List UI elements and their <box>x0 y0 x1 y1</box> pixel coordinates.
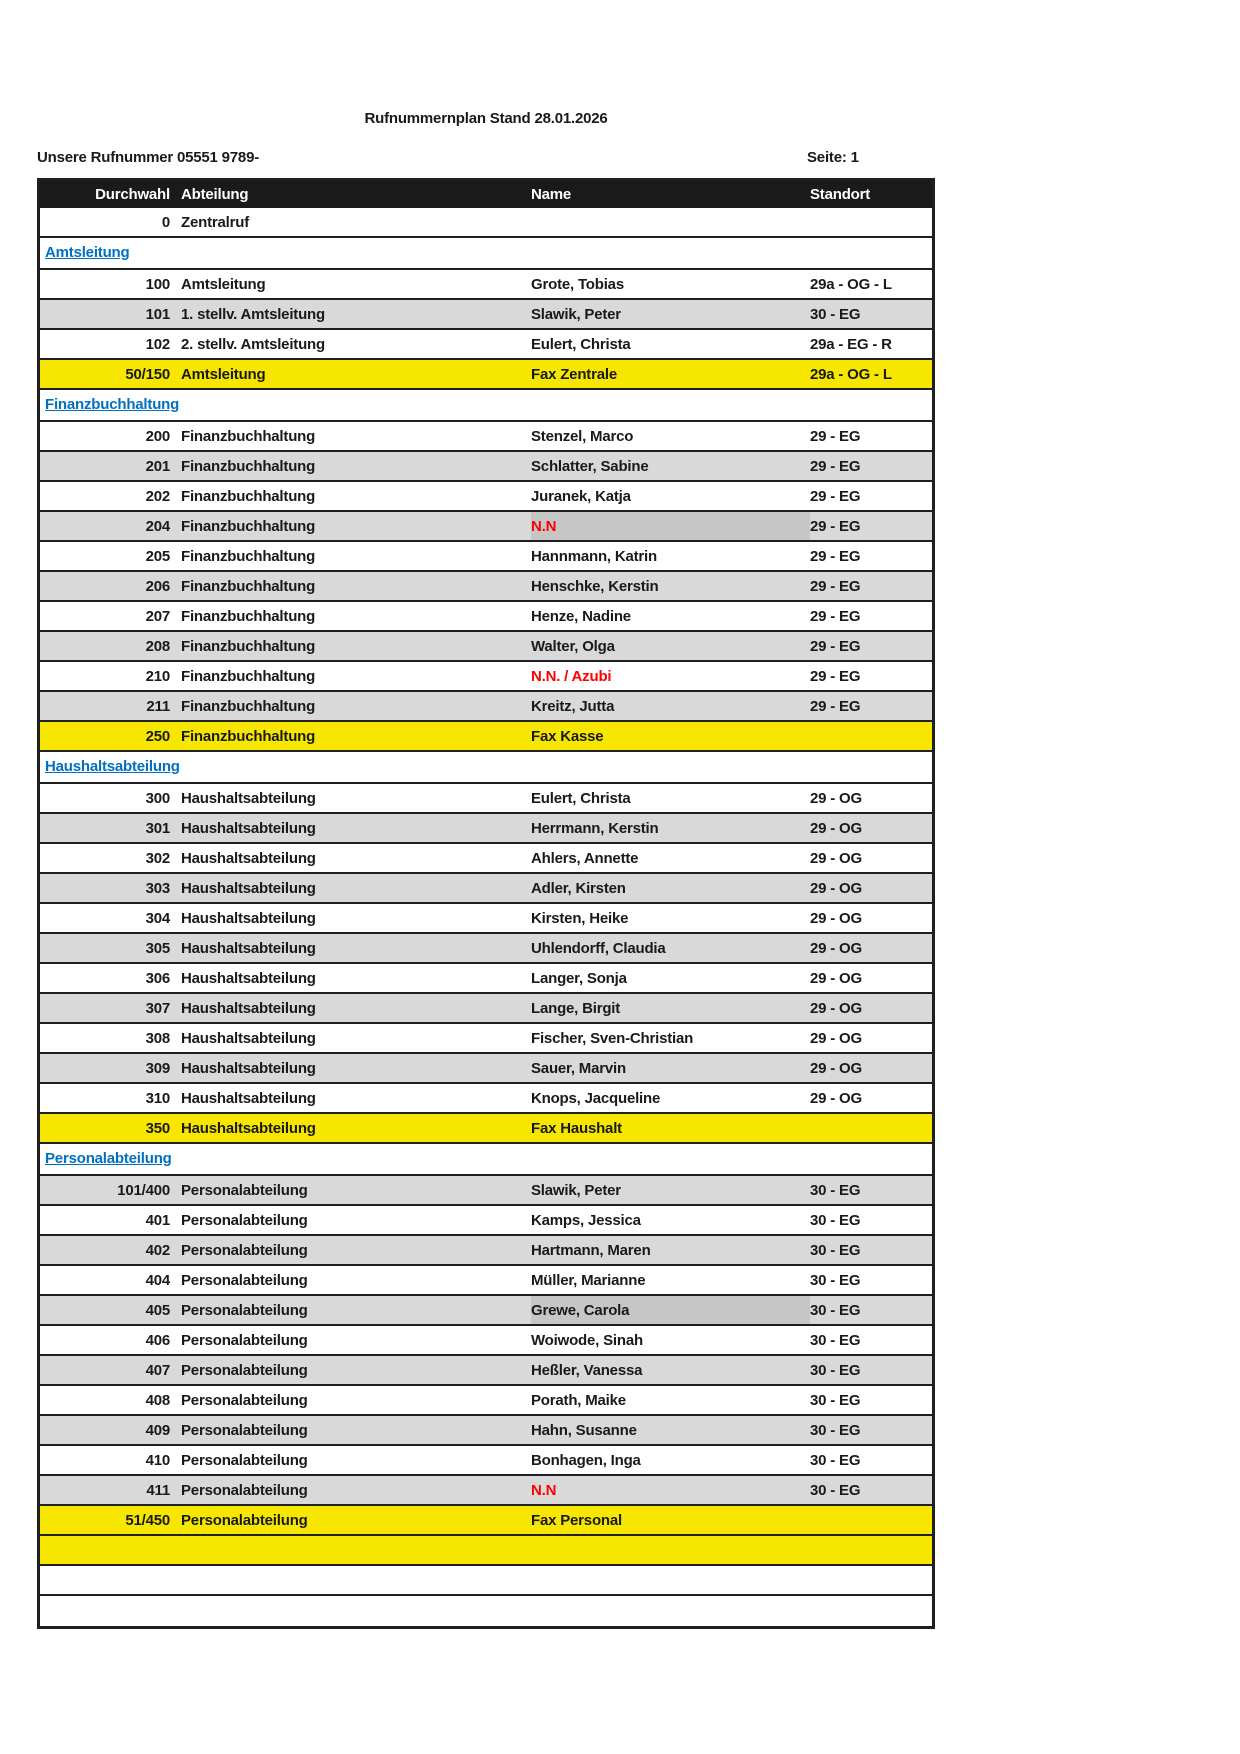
standort-cell: 29 - OG <box>810 849 862 867</box>
name-cell: Sauer, Marvin <box>531 1059 626 1077</box>
abteilung-cell: Personalabteilung <box>181 1511 308 1529</box>
table-row <box>40 1024 932 1054</box>
durchwahl-cell: 310 <box>145 1089 170 1107</box>
durchwahl-cell: 408 <box>145 1391 170 1409</box>
section-header-row <box>40 752 932 784</box>
durchwahl-cell: 100 <box>145 275 170 293</box>
name-cell: Langer, Sonja <box>531 969 627 987</box>
durchwahl-cell: 207 <box>145 607 170 625</box>
abteilung-cell: Haushaltsabteilung <box>181 969 316 987</box>
abteilung-cell: Finanzbuchhaltung <box>181 607 316 625</box>
abteilung-cell: Haushaltsabteilung <box>181 819 316 837</box>
standort-cell: 29 - OG <box>810 879 862 897</box>
standort-cell: 29 - EG <box>810 637 861 655</box>
durchwahl-cell: 204 <box>145 517 170 535</box>
durchwahl-cell <box>40 1536 173 1564</box>
name-cell: Fischer, Sven-Christian <box>531 1029 694 1047</box>
standort-cell: 29 - EG <box>810 487 861 505</box>
durchwahl-cell: 300 <box>145 789 170 807</box>
table-row <box>40 994 932 1024</box>
durchwahl-cell: 202 <box>145 487 170 505</box>
abteilung-cell: Finanzbuchhaltung <box>181 667 316 685</box>
name-cell: Kreitz, Jutta <box>531 697 615 715</box>
durchwahl-cell: 205 <box>145 547 170 565</box>
durchwahl-cell: 406 <box>145 1331 170 1349</box>
durchwahl-cell: 0 <box>161 213 170 231</box>
section-header-row <box>40 1144 932 1176</box>
table-row <box>40 722 932 752</box>
table-row <box>40 360 932 390</box>
durchwahl-cell <box>40 1596 173 1626</box>
name-cell: Hahn, Susanne <box>531 1421 637 1439</box>
standort-cell: 29 - EG <box>810 517 861 535</box>
name-cell: Fax Personal <box>531 1511 622 1529</box>
table-row <box>40 542 932 572</box>
durchwahl-cell: 301 <box>145 819 170 837</box>
table-row <box>40 1296 932 1326</box>
durchwahl-cell: 307 <box>145 999 170 1017</box>
col-header-durchwahl: Durchwahl <box>95 186 170 203</box>
table-row <box>40 1356 932 1386</box>
standort-cell <box>810 1566 932 1594</box>
table-row <box>40 692 932 722</box>
abteilung-cell: Amtsleitung <box>181 275 266 293</box>
abteilung-cell <box>173 1536 531 1564</box>
table-row <box>40 208 932 238</box>
standort-cell: 30 - EG <box>810 1361 861 1379</box>
abteilung-cell: Haushaltsabteilung <box>181 1089 316 1107</box>
standort-cell: 29 - EG <box>810 547 861 565</box>
table-row <box>40 1446 932 1476</box>
standort-cell: 30 - EG <box>810 1211 861 1229</box>
table-row <box>40 602 932 632</box>
abteilung-cell: Finanzbuchhaltung <box>181 577 316 595</box>
name-cell: Walter, Olga <box>531 637 615 655</box>
durchwahl-cell: 407 <box>145 1361 170 1379</box>
abteilung-cell: Personalabteilung <box>181 1241 308 1259</box>
table-row <box>40 844 932 874</box>
name-cell: Henschke, Kerstin <box>531 577 659 595</box>
standort-cell: 29 - EG <box>810 667 861 685</box>
standort-cell: 30 - EG <box>810 1421 861 1439</box>
abteilung-cell: Haushaltsabteilung <box>181 909 316 927</box>
standort-cell: 30 - EG <box>810 1451 861 1469</box>
name-cell: Henze, Nadine <box>531 607 631 625</box>
abteilung-cell: Personalabteilung <box>181 1451 308 1469</box>
durchwahl-cell <box>40 1566 173 1594</box>
col-header-abteilung: Abteilung <box>181 186 249 203</box>
table-header-row <box>40 181 932 208</box>
table-row <box>40 452 932 482</box>
empty-row <box>40 1536 932 1566</box>
abteilung-cell: Haushaltsabteilung <box>181 1059 316 1077</box>
durchwahl-cell: 50/150 <box>125 365 170 383</box>
standort-cell: 29 - EG <box>810 697 861 715</box>
page-number: Seite: 1 <box>807 149 859 166</box>
section-header-row <box>40 390 932 422</box>
durchwahl-cell: 101 <box>145 305 170 323</box>
name-cell: Adler, Kirsten <box>531 879 626 897</box>
abteilung-cell: Haushaltsabteilung <box>181 1119 316 1137</box>
name-cell: Porath, Maike <box>531 1391 626 1409</box>
table-row <box>40 512 932 542</box>
name-cell: Stenzel, Marco <box>531 427 634 445</box>
abteilung-cell: Personalabteilung <box>181 1331 308 1349</box>
name-cell: Bonhagen, Inga <box>531 1451 641 1469</box>
standort-cell: 29a - OG - L <box>810 275 892 293</box>
standort-cell: 30 - EG <box>810 1301 861 1319</box>
standort-cell: 29 - OG <box>810 999 862 1017</box>
table-row <box>40 964 932 994</box>
name-cell: N.N <box>531 512 810 540</box>
durchwahl-cell: 206 <box>145 577 170 595</box>
abteilung-cell: 1. stellv. Amtsleitung <box>181 305 325 323</box>
name-cell: Kamps, Jessica <box>531 1211 641 1229</box>
section-link[interactable]: Finanzbuchhaltung <box>45 396 180 413</box>
name-cell: Eulert, Christa <box>531 335 631 353</box>
name-cell <box>531 1566 810 1594</box>
abteilung-cell: Personalabteilung <box>181 1361 308 1379</box>
table-row <box>40 1506 932 1536</box>
durchwahl-cell: 350 <box>145 1119 170 1137</box>
durchwahl-cell: 201 <box>145 457 170 475</box>
name-cell: Heßler, Vanessa <box>531 1361 643 1379</box>
standort-cell: 29 - OG <box>810 1059 862 1077</box>
standort-cell: 29 - OG <box>810 969 862 987</box>
table-row <box>40 874 932 904</box>
standort-cell: 29a - OG - L <box>810 365 892 383</box>
table-row <box>40 934 932 964</box>
standort-cell: 29a - EG - R <box>810 335 892 353</box>
standort-cell: 30 - EG <box>810 1391 861 1409</box>
abteilung-cell: Finanzbuchhaltung <box>181 427 316 445</box>
durchwahl-cell: 404 <box>145 1271 170 1289</box>
abteilung-cell: Personalabteilung <box>181 1181 308 1199</box>
durchwahl-cell: 409 <box>145 1421 170 1439</box>
abteilung-cell <box>173 1596 531 1626</box>
name-cell: Hannmann, Katrin <box>531 547 657 565</box>
name-cell: Hartmann, Maren <box>531 1241 651 1259</box>
our-phone-number-label: Unsere Rufnummer 05551 9789- <box>37 149 260 166</box>
table-row <box>40 482 932 512</box>
name-cell <box>531 1596 810 1626</box>
table-row <box>40 1206 932 1236</box>
col-header-name: Name <box>531 186 572 203</box>
name-cell: Slawik, Peter <box>531 305 621 323</box>
section-link[interactable]: Personalabteilung <box>45 1150 172 1167</box>
table-row <box>40 1416 932 1446</box>
standort-cell: 30 - EG <box>810 1181 861 1199</box>
abteilung-cell: Haushaltsabteilung <box>181 849 316 867</box>
name-cell: Uhlendorff, Claudia <box>531 939 666 957</box>
name-cell: Juranek, Katja <box>531 487 631 505</box>
abteilung-cell: Personalabteilung <box>181 1211 308 1229</box>
section-header-row <box>40 238 932 270</box>
table-row <box>40 1114 932 1144</box>
standort-cell: 29 - EG <box>810 607 861 625</box>
abteilung-cell: Finanzbuchhaltung <box>181 637 316 655</box>
durchwahl-cell: 250 <box>145 727 170 745</box>
durchwahl-cell: 405 <box>145 1301 170 1319</box>
empty-row <box>40 1596 932 1626</box>
durchwahl-cell: 304 <box>145 909 170 927</box>
table-row <box>40 662 932 692</box>
table-row <box>40 330 932 360</box>
standort-cell <box>810 1536 932 1564</box>
standort-cell: 30 - EG <box>810 1331 861 1349</box>
abteilung-cell <box>173 1566 531 1594</box>
name-cell <box>531 1536 810 1564</box>
name-cell: Eulert, Christa <box>531 789 631 807</box>
name-cell: Slawik, Peter <box>531 1181 621 1199</box>
abteilung-cell: Personalabteilung <box>181 1391 308 1409</box>
durchwahl-cell: 308 <box>145 1029 170 1047</box>
phone-directory-table <box>37 178 935 1629</box>
standort-cell <box>810 722 932 750</box>
standort-cell: 29 - OG <box>810 819 862 837</box>
abteilung-cell: Personalabteilung <box>181 1481 308 1499</box>
durchwahl-cell: 51/450 <box>125 1511 170 1529</box>
standort-cell <box>810 1596 932 1626</box>
standort-cell: 29 - OG <box>810 909 862 927</box>
abteilung-cell: Zentralruf <box>181 213 250 231</box>
durchwahl-cell: 101/400 <box>117 1181 170 1199</box>
name-cell: Fax Kasse <box>531 727 604 745</box>
col-header-standort: Standort <box>810 186 871 203</box>
abteilung-cell: Personalabteilung <box>181 1301 308 1319</box>
standort-cell <box>810 1506 932 1534</box>
abteilung-cell: Haushaltsabteilung <box>181 999 316 1017</box>
abteilung-cell: Personalabteilung <box>181 1421 308 1439</box>
name-cell: Müller, Marianne <box>531 1271 646 1289</box>
durchwahl-cell: 303 <box>145 879 170 897</box>
abteilung-cell: Personalabteilung <box>181 1271 308 1289</box>
durchwahl-cell: 102 <box>145 335 170 353</box>
table-row <box>40 422 932 452</box>
durchwahl-cell: 302 <box>145 849 170 867</box>
durchwahl-cell: 402 <box>145 1241 170 1259</box>
table-row <box>40 300 932 330</box>
table-row <box>40 1476 932 1506</box>
table-row <box>40 1386 932 1416</box>
table-row <box>40 1176 932 1206</box>
table-row <box>40 1326 932 1356</box>
durchwahl-cell: 306 <box>145 969 170 987</box>
abteilung-cell: Amtsleitung <box>181 365 266 383</box>
standort-cell: 30 - EG <box>810 1241 861 1259</box>
abteilung-cell: Finanzbuchhaltung <box>181 547 316 565</box>
standort-cell: 29 - OG <box>810 1029 862 1047</box>
standort-cell: 30 - EG <box>810 1481 861 1499</box>
durchwahl-cell: 411 <box>146 1481 170 1499</box>
standort-cell: 29 - EG <box>810 577 861 595</box>
abteilung-cell: Finanzbuchhaltung <box>181 457 316 475</box>
abteilung-cell: Haushaltsabteilung <box>181 789 316 807</box>
table-row <box>40 1084 932 1114</box>
abteilung-cell: Haushaltsabteilung <box>181 939 316 957</box>
standort-cell: 29 - EG <box>810 457 861 475</box>
abteilung-cell: Finanzbuchhaltung <box>181 517 316 535</box>
standort-cell: 29 - OG <box>810 1089 862 1107</box>
table-row <box>40 1266 932 1296</box>
abteilung-cell: Haushaltsabteilung <box>181 879 316 897</box>
standort-cell: 30 - EG <box>810 305 861 323</box>
durchwahl-cell: 401 <box>145 1211 170 1229</box>
abteilung-cell: 2. stellv. Amtsleitung <box>181 335 325 353</box>
name-cell: Knops, Jacqueline <box>531 1089 661 1107</box>
abteilung-cell: Finanzbuchhaltung <box>181 727 316 745</box>
durchwahl-cell: 309 <box>145 1059 170 1077</box>
standort-cell <box>810 1114 932 1142</box>
name-cell <box>531 208 810 236</box>
table-row <box>40 904 932 934</box>
table-row <box>40 814 932 844</box>
table-row <box>40 572 932 602</box>
table-row <box>40 784 932 814</box>
name-cell: Fax Haushalt <box>531 1119 622 1137</box>
durchwahl-cell: 200 <box>145 427 170 445</box>
abteilung-cell: Finanzbuchhaltung <box>181 697 316 715</box>
durchwahl-cell: 208 <box>145 637 170 655</box>
table-body <box>40 208 932 1626</box>
name-cell: Grote, Tobias <box>531 275 624 293</box>
name-cell: Fax Zentrale <box>531 365 617 383</box>
durchwahl-cell: 211 <box>146 697 170 715</box>
standort-cell: 29 - OG <box>810 789 862 807</box>
table-row <box>40 1236 932 1266</box>
name-cell: Schlatter, Sabine <box>531 457 649 475</box>
name-cell: Ahlers, Annette <box>531 849 639 867</box>
table-row <box>40 270 932 300</box>
standort-cell: 30 - EG <box>810 1271 861 1289</box>
abteilung-cell: Finanzbuchhaltung <box>181 487 316 505</box>
section-link[interactable]: Haushaltsabteilung <box>45 758 180 775</box>
durchwahl-cell: 305 <box>145 939 170 957</box>
name-cell: Grewe, Carola <box>531 1296 810 1324</box>
section-link[interactable]: Amtsleitung <box>45 244 130 261</box>
empty-row <box>40 1566 932 1596</box>
durchwahl-cell: 210 <box>145 667 170 685</box>
meta-line <box>37 149 935 171</box>
table-row <box>40 632 932 662</box>
name-cell: Woiwode, Sinah <box>531 1331 643 1349</box>
name-cell: Lange, Birgit <box>531 999 621 1017</box>
name-cell: Herrmann, Kerstin <box>531 819 659 837</box>
abteilung-cell: Haushaltsabteilung <box>181 1029 316 1047</box>
durchwahl-cell: 410 <box>145 1451 170 1469</box>
name-cell: N.N. / Azubi <box>531 667 612 685</box>
standort-cell <box>810 208 932 236</box>
name-cell: N.N <box>531 1481 557 1499</box>
table-row <box>40 1054 932 1084</box>
document-title: Rufnummernplan Stand 28.01.2026 <box>364 110 608 127</box>
standort-cell: 29 - EG <box>810 427 861 445</box>
name-cell: Kirsten, Heike <box>531 909 629 927</box>
standort-cell: 29 - OG <box>810 939 862 957</box>
